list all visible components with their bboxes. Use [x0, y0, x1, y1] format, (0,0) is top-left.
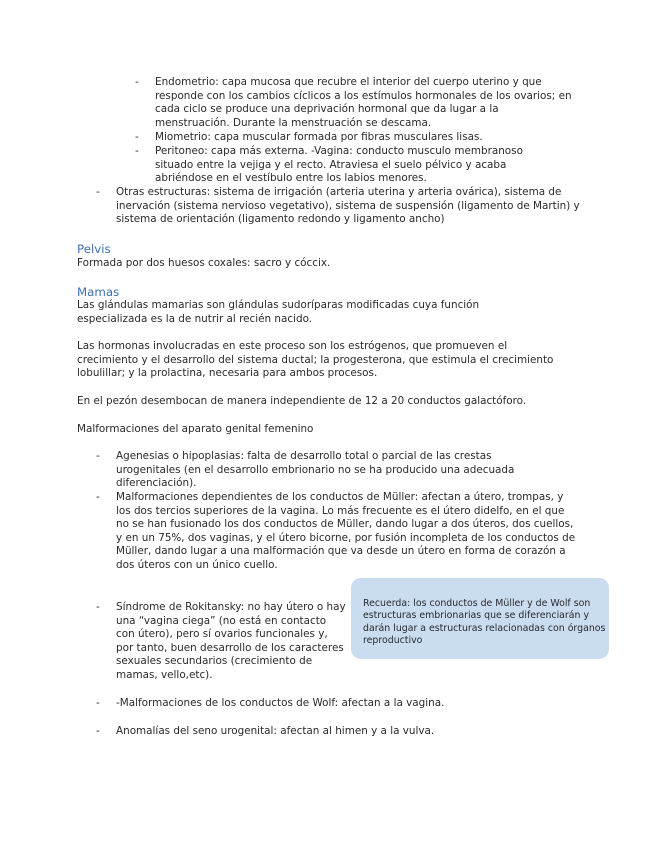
- list-item-miometrio: Miometrio: capa muscular formada por fibras musculares lisas.: [155, 131, 483, 143]
- list-item-peritoneo: Peritoneo: capa más externa. -Vagina: conducto musculo membranoso situado entre la vejiga y el recto. Atraviesa el suelo pélvico y acaba abriéndose en el vestíbulo entre los labios menores.: [155, 145, 523, 185]
- paragraph-mamas-2: Las hormonas involucradas en este proceso son los estrógenos, que promueven el crecimiento y el desarrollo del sistema ductal; la progesterona, que estimula el crecimiento lobulillar; y la prolactina, necesaria para ambos procesos.: [77, 340, 554, 380]
- bullet-dash: -: [96, 725, 100, 737]
- section-heading-pelvis: Pelvis: [77, 242, 111, 256]
- malformaciones-title: Malformaciones del aparato genital femenino: [77, 423, 314, 435]
- paragraph-pelvis: Formada por dos huesos coxales: sacro y cóccix.: [77, 257, 331, 269]
- list-item-otras-estructuras: Otras estructuras: sistema de irrigación (arteria uterina y arteria ovárica), sistema de inervación (sistema nervioso vegetativo), sistema de suspensión (ligamento de Martin) y sistema de orientación (ligamento redondo y ligamento ancho): [116, 186, 580, 226]
- list-item-rokitansky: Síndrome de Rokitansky: no hay útero o hay una “vagina ciega” (no está en contacto con útero), pero sí ovarios funcionales y, por tanto, buen desarrollo de los caracteres sexuales secundarios (crecimiento de mamas, vello,etc).: [116, 601, 346, 681]
- list-item-endometrio: Endometrio: capa mucosa que recubre el interior del cuerpo uterino y que responde con los cambios cíclicos a los estímulos hormonales de los ovarios; en cada ciclo se produce una deprivación hormonal que da lugar a la menstruación. Durante la menstruación se descama.: [155, 76, 572, 129]
- paragraph-mamas-3: En el pezón desembocan de manera independiente de 12 a 20 conductos galactóforo.: [77, 395, 527, 407]
- bullet-dash: -: [135, 76, 139, 88]
- bullet-dash: -: [96, 491, 100, 503]
- paragraph-mamas-1: Las glándulas mamarias son glándulas sudoríparas modificadas cuya función especializada es la de nutrir al recién nacido.: [77, 299, 480, 325]
- bullet-dash: -: [96, 450, 100, 462]
- list-item-agenesias: Agenesias o hipoplasias: falta de desarrollo total o parcial de las crestas urogenitales (en el desarrollo embrionario no se ha producido una adecuada diferenciación).: [116, 450, 515, 490]
- list-item-muller: Malformaciones dependientes de los conductos de Müller: afectan a útero, trompas, y los dos tercios superiores de la vagina. Lo más frecuente es el útero didelfo, en el que no se han fusionado los dos conductos de Müller, dando lugar a dos úteros, dos cuellos, y en un 75%, dos vaginas, y el útero bicorne, por fusión incompleta de los conductos de Müller, dando lugar a una malformación que va desde un útero en forma de corazón a dos úteros con un único cuello.: [116, 491, 576, 571]
- list-item-seno-urogenital: Anomalías del seno urogenital: afectan al himen y a la vulva.: [116, 725, 435, 737]
- reminder-callout: [351, 578, 609, 659]
- bullet-dash: -: [96, 186, 100, 198]
- section-heading-mamas: Mamas: [77, 285, 120, 299]
- bullet-dash: -: [96, 601, 100, 613]
- bullet-dash: -: [135, 131, 139, 143]
- reminder-callout-text: Recuerda: los conductos de Müller y de Wolf son estructuras embrionarias que se diferenciarán y darán lugar a estructuras relacionadas con órganos reproductivo: [363, 598, 606, 647]
- bullet-dash: -: [135, 145, 139, 157]
- list-item-wolf: -Malformaciones de los conductos de Wolf: afectan a la vagina.: [116, 697, 445, 709]
- bullet-dash: -: [96, 697, 100, 709]
